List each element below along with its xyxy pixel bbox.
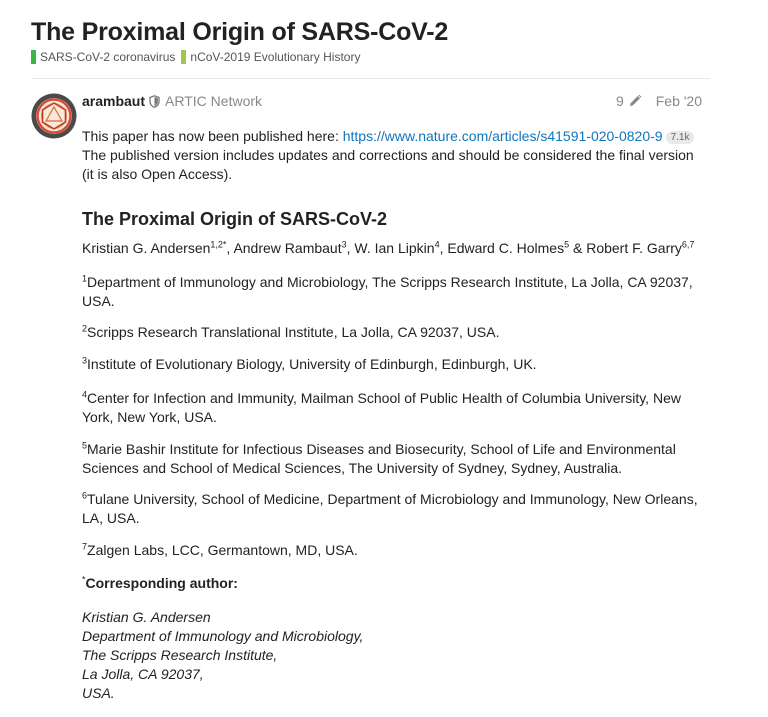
author-separator: , <box>226 240 234 256</box>
post-intro <box>82 127 704 184</box>
author-affiliation-sup: 6,7 <box>681 239 695 250</box>
edit-count: 9 <box>615 93 624 109</box>
category-badge-sars-cov-2[interactable] <box>31 50 175 64</box>
post-meta-right <box>616 93 702 109</box>
link-click-count-badge: 7.1k <box>666 131 695 144</box>
author-separator: , <box>439 240 448 256</box>
pencil-icon <box>628 94 642 108</box>
artic-network-avatar-icon <box>31 93 77 139</box>
author-name: Edward C. Holmes <box>447 240 565 256</box>
author-affiliation-sup: 5 <box>564 239 570 250</box>
post-username[interactable]: arambaut <box>82 93 146 109</box>
post-meta <box>82 93 702 109</box>
corresponding-mark: * <box>82 574 86 585</box>
affiliation-text: Institute of Evolutionary Biology, University of Edinburgh, Edinburgh, UK. <box>87 356 537 372</box>
user-avatar[interactable] <box>31 93 77 139</box>
affiliation-text: Marie Bashir Institute for Infectious Diseases and Biosecurity, School of Life and Environmental Sciences and School of Medical Sciences, The University of Sydney, Sydney, Australia. <box>82 441 676 476</box>
affiliation-text: Department of Immunology and Microbiology, The Scripps Research Institute, La Jolla, CA 92037, USA. <box>82 274 693 309</box>
category-color-swatch <box>181 50 186 64</box>
affiliation-number: 3 <box>82 355 88 366</box>
affiliation-text: Center for Infection and Immunity, Mailman School of Public Health of Columbia University, New York, New York, USA. <box>82 390 681 425</box>
category-badge-ncov-2019[interactable] <box>181 50 360 64</box>
address-line: The Scripps Research Institute, <box>82 647 278 663</box>
affiliation-number: 4 <box>82 389 88 400</box>
affiliation-3 <box>82 355 704 374</box>
category-label: nCoV-2019 Evolutionary History <box>190 50 361 64</box>
affiliation-5 <box>82 440 704 478</box>
topic-divider <box>31 78 710 79</box>
address-line: La Jolla, CA 92037, <box>82 666 204 682</box>
affiliation-2 <box>82 323 704 342</box>
author-affiliation-sup: 4 <box>434 239 440 250</box>
shield-icon <box>149 95 160 108</box>
published-note: The published version includes updates and corrections and should be considered the final version (it is also Open Access). <box>82 147 694 182</box>
affiliation-7 <box>82 541 704 560</box>
intro-text: This paper has now been published here: <box>82 128 343 144</box>
author-name: Robert F. Garry <box>586 240 682 256</box>
edit-history-button[interactable] <box>616 93 642 109</box>
affiliation-6 <box>82 490 704 528</box>
address-line: Kristian G. Andersen <box>82 609 211 625</box>
affiliation-text: Scripps Research Translational Institute, La Jolla, CA 92037, USA. <box>87 324 500 340</box>
author-separator: & <box>569 240 587 256</box>
affiliation-number: 2 <box>82 323 88 334</box>
category-color-swatch <box>31 50 36 64</box>
paper-authors <box>82 239 704 258</box>
paper-title: The Proximal Origin of SARS-CoV-2 <box>82 209 388 229</box>
topic-title[interactable]: The Proximal Origin of SARS-CoV-2 <box>31 18 449 46</box>
affiliation-1 <box>82 273 704 311</box>
topic-categories <box>31 50 366 64</box>
author-name: W. Ian Lipkin <box>354 240 435 256</box>
affiliation-number: 5 <box>82 440 88 451</box>
category-label: SARS-CoV-2 coronavirus <box>40 50 176 64</box>
address-line: Department of Immunology and Microbiology, <box>82 628 364 644</box>
post-date[interactable]: Feb '20 <box>655 93 702 109</box>
corresponding-address <box>82 608 363 703</box>
affiliation-number: 1 <box>82 273 88 284</box>
author-name: Andrew Rambaut <box>233 240 342 256</box>
nature-article-link[interactable]: https://www.nature.com/articles/s41591-020-0820-9 <box>342 128 663 144</box>
affiliation-number: 6 <box>82 490 88 501</box>
corresponding-author-label: Corresponding author: <box>85 575 238 591</box>
corresponding-author-heading <box>82 574 704 593</box>
author-affiliation-sup: 3 <box>341 239 347 250</box>
author-affiliation-sup: 1,2* <box>210 239 227 250</box>
affiliation-number: 7 <box>82 541 88 552</box>
affiliation-text: Tulane University, School of Medicine, Department of Microbiology and Immunology, New Orleans, LA, USA. <box>82 491 698 526</box>
affiliation-text: Zalgen Labs, LCC, Germantown, MD, USA. <box>87 542 358 558</box>
author-separator: , <box>346 240 355 256</box>
author-name: Kristian G. Andersen <box>82 240 211 256</box>
address-line: USA. <box>82 685 115 701</box>
affiliation-4 <box>82 389 704 427</box>
post-user-title: ARTIC Network <box>165 93 263 109</box>
